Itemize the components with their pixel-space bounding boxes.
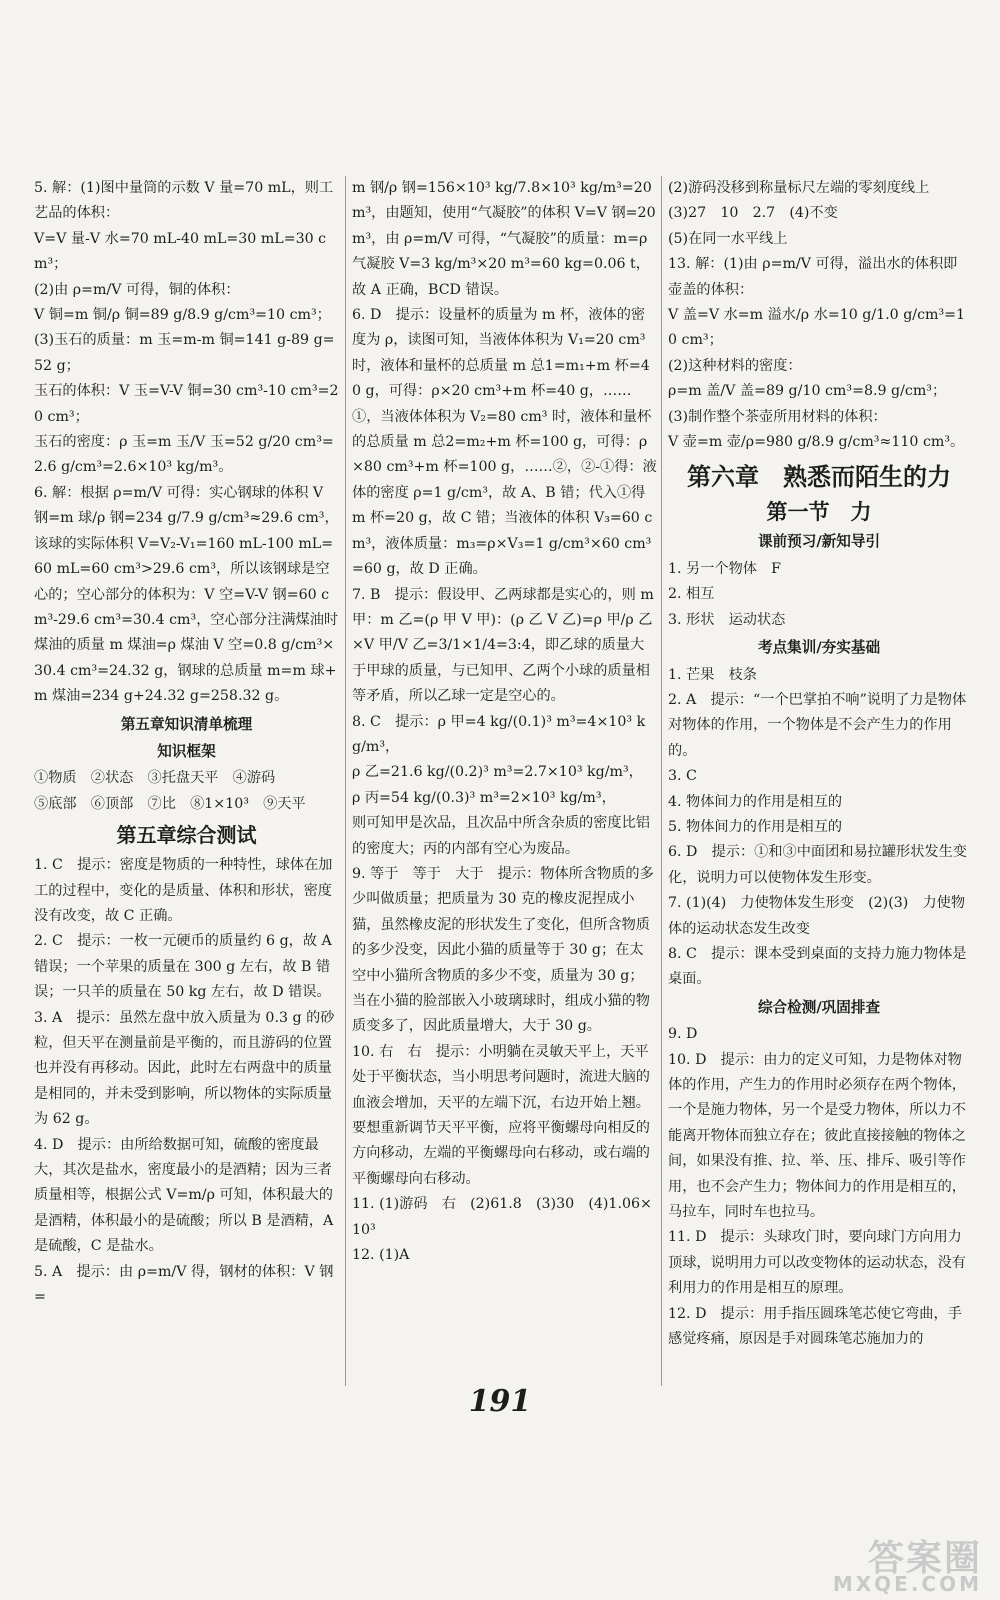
answer-line: ①物质 ②状态 ③托盘天平 ④游码 (34, 770, 276, 787)
subsection-heading: 综合检测/巩固排查 (757, 998, 881, 1016)
answer-line: ρ 丙=54 kg/(0.3)³ m³=2×10³ kg/m³， (352, 789, 616, 806)
answer-line: 7. B 提示：假设甲、乙两球都是实心的，则 m 甲：m 乙=(ρ 甲 V 甲)：(ρ 乙 V 乙)=ρ 甲/ρ 乙×V 甲/V 乙=3/1×1/4=3:4，即乙球的质量大于甲球的质量，与已知甲、乙两个小球的质量相等矛盾，所以乙球一定是空心的。 (352, 586, 654, 705)
answer-line: 3. C (668, 768, 697, 785)
answer-line: 13. 解：(1)由 ρ=m/V 可得，溢出水的体积即壶盖的体积： (668, 256, 958, 298)
answer-line: 5. 物体间力的作用是相互的 (668, 818, 843, 835)
column-1 (34, 176, 339, 1310)
answer-line: 7. (1)(4) 力使物体发生形变 (2)(3) 力使物体的运动状态发生改变 (668, 895, 966, 937)
answer-line: 10. D 提示：由力的定义可知，力是物体对物体的作用，产生力的作用时必须存在两个物体，一个是施力物体，另一个是受力物体，所以力不能离开物体而独立存在；彼此直接接触的物体之间，如果没有推、拉、举、压、排斥、吸引等作用，也不会产生力；物体间力的作用是相互的，马拉车，同时车也拉马。 (668, 1051, 966, 1221)
answer-line: m 钢/ρ 钢=156×10³ kg/7.8×10³ kg/m³=20 m³，由题知，使用“气凝胶”的体积 V=V 钢=20 m³，由 ρ=m/V 可得，“气凝胶”的质量：m=ρ 气凝胶 V=3 kg/m³×20 m³=60 kg=0.06 t，故 A 正确，BCD 错误。 (352, 180, 656, 298)
answer-line: 11. D 提示：头球攻门时，要向球门方向用力顶球，说明用力可以改变物体的运动状态，没有利用力的作用是相互的原理。 (668, 1229, 966, 1297)
answer-line: 1. 芒果 枝条 (668, 666, 757, 683)
answer-line: (3)制作整个茶壶所用材料的体积： (668, 408, 887, 425)
answer-line: 6. 解：根据 ρ=m/V 可得：实心钢球的体积 V 钢=m 球/ρ 钢=234 g/7.9 g/cm³≈29.6 cm³，该球的实际体积 V=V₂-V₁=160 mL-100 mL=60 mL=60 cm³>29.6 cm³，所以该钢球是空心的；空心部分的体积为：V 空=V-V 钢=60 cm³-29.6 cm³=30.4 cm³，空心部分注满煤油时煤油的质量 m 煤油=ρ 煤油 V 空=0.8 g/cm³×30.4 cm³=24.32 g，钢球的总质量 m=m 球+m 煤油=234 g+24.32 g=258.32 g。 (34, 484, 339, 705)
answer-line: 4. D 提示：由所给数据可知，硫酸的密度最大，其次是盐水，密度最小的是酒精；因为三者质量相等，根据公式 V=m/ρ 可知，体积最大的是酒精，体积最小的是硫酸；所以 B 是酒精，A 是硫酸，C 是盐水。 (34, 1136, 334, 1255)
answer-line: 则可知甲是次品，且次品中所含杂质的密度比铝的密度大；丙的内部有空心为废品。 (352, 815, 650, 857)
section-title: 第一节 力 (766, 500, 872, 525)
answer-line: 9. D (668, 1026, 698, 1043)
answer-line: 6. D 提示：①和③中面团和易拉罐形状发生变化，说明力可以使物体发生形变。 (668, 844, 967, 886)
answer-line: V 铜=m 铜/ρ 铜=89 g/8.9 g/cm³=10 cm³； (34, 307, 331, 324)
subsection-heading: 考点集训/夯实基础 (757, 639, 881, 657)
answer-line: ⑤底部 ⑥顶部 ⑦比 ⑧1×10³ ⑨天平 (34, 795, 306, 812)
answer-line: 2. C 提示：一枚一元硬币的质量约 6 g，故 A 错误；一个苹果的质量在 300 g 左右，故 B 错误；一只羊的质量在 50 kg 左右，故 D 错误。 (34, 933, 332, 1001)
watermark-logo: 答案圈 (867, 1538, 982, 1579)
section-heading: 第五章知识清单梳理 (120, 715, 253, 733)
answer-line: 3. 形状 运动状态 (668, 611, 786, 628)
answer-line: 10. 右 右 提示：小明躺在灵敏天平上，天平处于平衡状态，当小明思考问题时，流进大脑的血液会增加，天平的左端下沉，右边开始上翘。要想重新调节天平平衡，应将平衡螺母向相反的方向移动，左端的平衡螺母向右移动，或右端的平衡螺母向右移动。 (352, 1043, 650, 1187)
column-2 (352, 176, 657, 1268)
page-number: 191 (468, 1384, 532, 1419)
answer-line: ρ=m 盖/V 盖=89 g/10 cm³=8.9 g/cm³； (668, 383, 947, 400)
section-heading: 第五章综合测试 (116, 823, 257, 848)
watermark-url: MXQE.COM (832, 1572, 982, 1596)
answer-line: (3)玉石的质量：m 玉=m-m 铜=141 g-89 g=52 g； (34, 332, 335, 374)
answer-line: 玉石的体积：V 玉=V-V 铜=30 cm³-10 cm³=20 cm³； (34, 383, 339, 425)
answer-line: 玉石的密度：ρ 玉=m 玉/V 玉=52 g/20 cm³=2.6 g/cm³=2.6×10³ kg/m³。 (34, 434, 334, 476)
answer-line: 5. A 提示：由 ρ=m/V 得，钢材的体积：V 钢= (34, 1263, 334, 1306)
answer-line: 8. C 提示：ρ 甲=4 kg/(0.1)³ m³=4×10³ kg/m³， (352, 713, 646, 755)
answer-line: 6. D 提示：设量杯的质量为 m 杯，液体的密度为 ρ，读图可知，当液体体积为 V₁=20 cm³ 时，液体和量杯的总质量 m 总1=m₁+m 杯=40 g，可得：ρ×20 cm³+m 杯=40 g，……①，当液体体积为 V₂=80 cm³ 时，液体和量杯的总质量 m 总2=m₂+m 杯=100 g，可得：ρ×80 cm³+m 杯=100 g，……②，②-①得：液体的密度 ρ=1 g/cm³，故 A、B 错；代入①得 m 杯=20 g，故 C 错；当液体的体积 V₃=60 cm³，液体质量：m₃=ρ×V₃=1 g/cm³×60 cm³=60 g，故 D 正确。 (352, 307, 657, 578)
answer-line: 2. 相互 (668, 586, 715, 603)
subsection-heading: 知识框架 (157, 742, 216, 760)
answer-line: ρ 乙=21.6 kg/(0.2)³ m³=2.7×10³ kg/m³， (352, 764, 643, 781)
answer-line: V 壶=m 壶/ρ=980 g/8.9 g/cm³≈110 cm³。 (668, 434, 965, 451)
answer-line: 8. C 提示：课本受到桌面的支持力施力物体是桌面。 (668, 945, 967, 988)
answer-line: 9. 等于 等于 大于 提示：物体所含物质的多少叫做质量；把质量为 30 克的橡皮泥捏成小猫，虽然橡皮泥的形状发生了变化，但所含物质的多少没变，因此小猫的质量等于 30 g；在太空中小猫所含物质的多少不变，质量为 30 g；当在小猫的脸部嵌入小玻璃球时，组成小猫的物质变多了，因此质量增大，大于 30 g。 (352, 865, 654, 1035)
answer-line: 12. D 提示：用手指压圆珠笔芯使它弯曲，手感觉疼痛，原因是手对圆珠笔芯施加力的 (668, 1305, 962, 1348)
answer-line: (5)在同一水平线上 (668, 230, 788, 247)
answer-line: 12. (1)A (352, 1247, 410, 1264)
subsection-heading: 课前预习/新知导引 (757, 533, 881, 551)
chapter-title: 第六章 熟悉而陌生的力 (687, 463, 951, 492)
answer-line: (2)游码没移到称量标尺左端的零刻度线上 (668, 180, 930, 196)
column-3 (668, 176, 970, 1352)
answer-line: V=V 量-V 水=70 mL-40 mL=30 mL=30 cm³； (34, 230, 327, 273)
answer-line: (2)这种材料的密度： (668, 357, 802, 374)
answer-line: V 盖=V 水=m 溢水/ρ 水=10 g/1.0 g/cm³=10 cm³； (668, 307, 966, 349)
answer-line: 3. A 提示：虽然左盘中放入质量为 0.3 g 的砂粒，但天平在测量前是平衡的，而且游码的位置也并没有再移动。因此，此时左右两盘中的质量是相同的，并未受到影响，所以物体的实际质量为 62 g。 (34, 1009, 335, 1128)
answer-line: 1. C 提示：密度是物质的一种特性，球体在加工的过程中，变化的是质量、体积和形状，密度没有改变，故 C 正确。 (34, 857, 333, 924)
answer-line: (2)由 ρ=m/V 可得，铜的体积： (34, 281, 240, 298)
answer-line: 11. (1)游码 右 (2)61.8 (3)30 (4)1.06×10³ (352, 1196, 652, 1238)
answer-line: (3)27 10 2.7 (4)不变 (668, 205, 838, 222)
divider-left (345, 176, 346, 1386)
answer-line: 2. A 提示：“一个巴掌拍不响”说明了力是物体对物体的作用，一个物体是不会产生力的作用的。 (668, 691, 967, 759)
answer-line: 5. 解：(1)图中量筒的示数 V 量=70 mL，则工艺品的体积： (34, 180, 334, 222)
divider-right (661, 176, 662, 1386)
answer-line: 4. 物体间力的作用是相互的 (668, 793, 843, 810)
answer-line: 1. 另一个物体 F (668, 560, 782, 577)
